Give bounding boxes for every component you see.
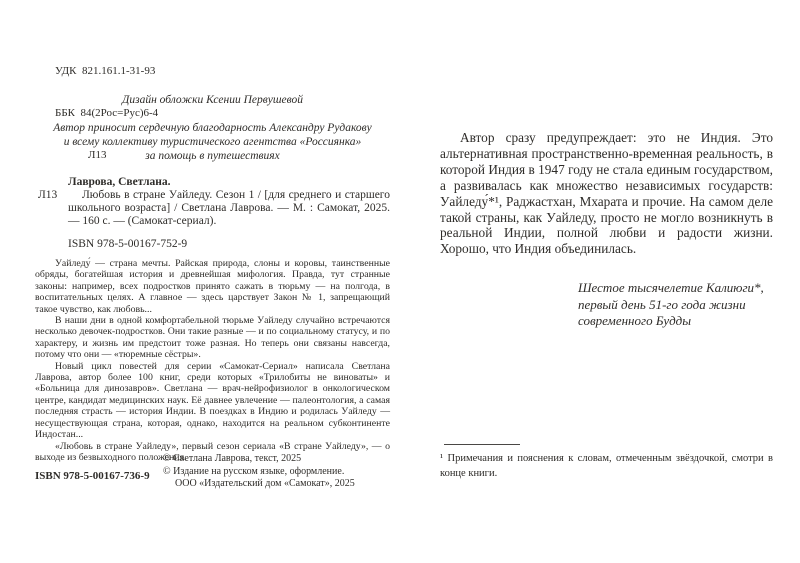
acknowledgement-line: за помощь в путешествиях — [145, 150, 280, 162]
bibliographic-record — [35, 176, 390, 228]
classification-block — [55, 36, 158, 190]
author-foreword-paragraph: Автор сразу предупреждает: это не Индия. Это альтернативная пространственно-временная реальность, в которой Индия в 1947 году не стала единым государством, а развивалась как множество независимых государств: Уайледу́*¹, Раджастхан, Мхарата и прочие. На самом деле такой страны, как Уайледу, просто не могло возникнуть в реальной Индии, полной любви и радости жизни. Хорошо, что Индия объединилась. — [440, 130, 773, 257]
acknowledgement-line: и всему коллективу туристического агентства «Россиянка» — [63, 136, 362, 148]
acknowledgement-block — [35, 121, 390, 163]
epigraph-line: Шестое тысячелетие Калиюги*, — [578, 280, 764, 295]
isbn-edition: ISBN 978-5-00167-752-9 — [68, 238, 188, 250]
bibliographic-entry-wrap — [35, 189, 390, 228]
footnote-divider — [444, 444, 520, 445]
acknowledgement-line: Автор приносит сердечную благодарность Александру Рудакову — [53, 122, 372, 134]
author-heading: Лаврова, Светлана. — [68, 176, 171, 188]
epigraph-line: современного Будды — [578, 313, 692, 328]
epigraph-dateline — [578, 280, 764, 330]
annotation-paragraph: Новый цикл повестей для серии «Самокат-Сериал» написала Светлана Лаврова, автор более 100 книг, среди которых «Трилобиты не виноваты» и «Больница для динозавров». Светлана — врач-нейрофизиолог в онкологическом центре, кандидат медицинских наук. Её давнее увлечение — палеонтология, а самая последняя страсть — история Индии. В поездках в Индию и родилась Уайледу — несуществующая страна, которая, однако, находится на реальном субконтиненте Индостан... — [35, 360, 390, 441]
copyright-line: © Издание на русском языке, оформление. — [163, 465, 345, 477]
udk-line: УДК 821.161.1-31-93 — [55, 65, 156, 77]
annotation-paragraph: В наши дни в одной комфортабельной тюрьме Уайледу случайно встречаются несколько девочек-подростков. Они такие разные — и по социальному статусу, и по характеру, и жизнь им предстоит тоже разная. Но теперь они связаны навсегда, потому что они — «тюремные сёстры». — [35, 315, 390, 361]
left-page — [35, 0, 390, 563]
bbk-line: ББК 84(2Рос=Рус)6-4 — [55, 107, 159, 119]
right-page — [440, 0, 773, 563]
annotation-paragraph: «Любовь в стране Уайледу», первый сезон сериала «В стране Уайледу», — о выходе из безвыходного положения. — [35, 440, 390, 463]
bibliographic-entry: Любовь в стране Уайледу. Сезон 1 / [для среднего и старшего школьного возраста] / Светлана Лаврова. — М. : Самокат, 2025. — 160 с. — (Самокат-сериал). — [68, 189, 390, 227]
catalog-code: Л13 — [38, 189, 58, 201]
epigraph-line: первый день 51-го года жизни — [578, 296, 746, 312]
copyright-line: © Светлана Лаврова, текст, 2025 — [163, 453, 302, 464]
author-sign-code: Л13 — [88, 149, 107, 161]
cover-design-credit: Дизайн обложки Ксении Первушевой — [122, 94, 303, 106]
isbn-print: ISBN 978-5-00167-736-9 — [35, 470, 150, 482]
copyright-block — [163, 453, 355, 491]
copyright-line: ООО «Издательский дом «Самокат», 2025 — [175, 478, 355, 490]
footnote-text: ¹ Примечания и пояснения к словам, отмеченным звёздочкой, смотри в конце книги. — [440, 453, 773, 479]
annotation-block — [35, 258, 390, 463]
annotation-paragraph: Уайледу́ — страна мечты. Райская природа, слоны и коровы, таинственные обряды, богатейшая история и древнейшая мифология. Правда, тут странные законы: например, всех подростков принято сажать в тюрьму — на полгода, в воспитательных целях. А главное — здесь царствует Закон № 1, запрещающий такое чувство, как любовь... — [35, 258, 390, 315]
footnote-block — [440, 444, 773, 481]
